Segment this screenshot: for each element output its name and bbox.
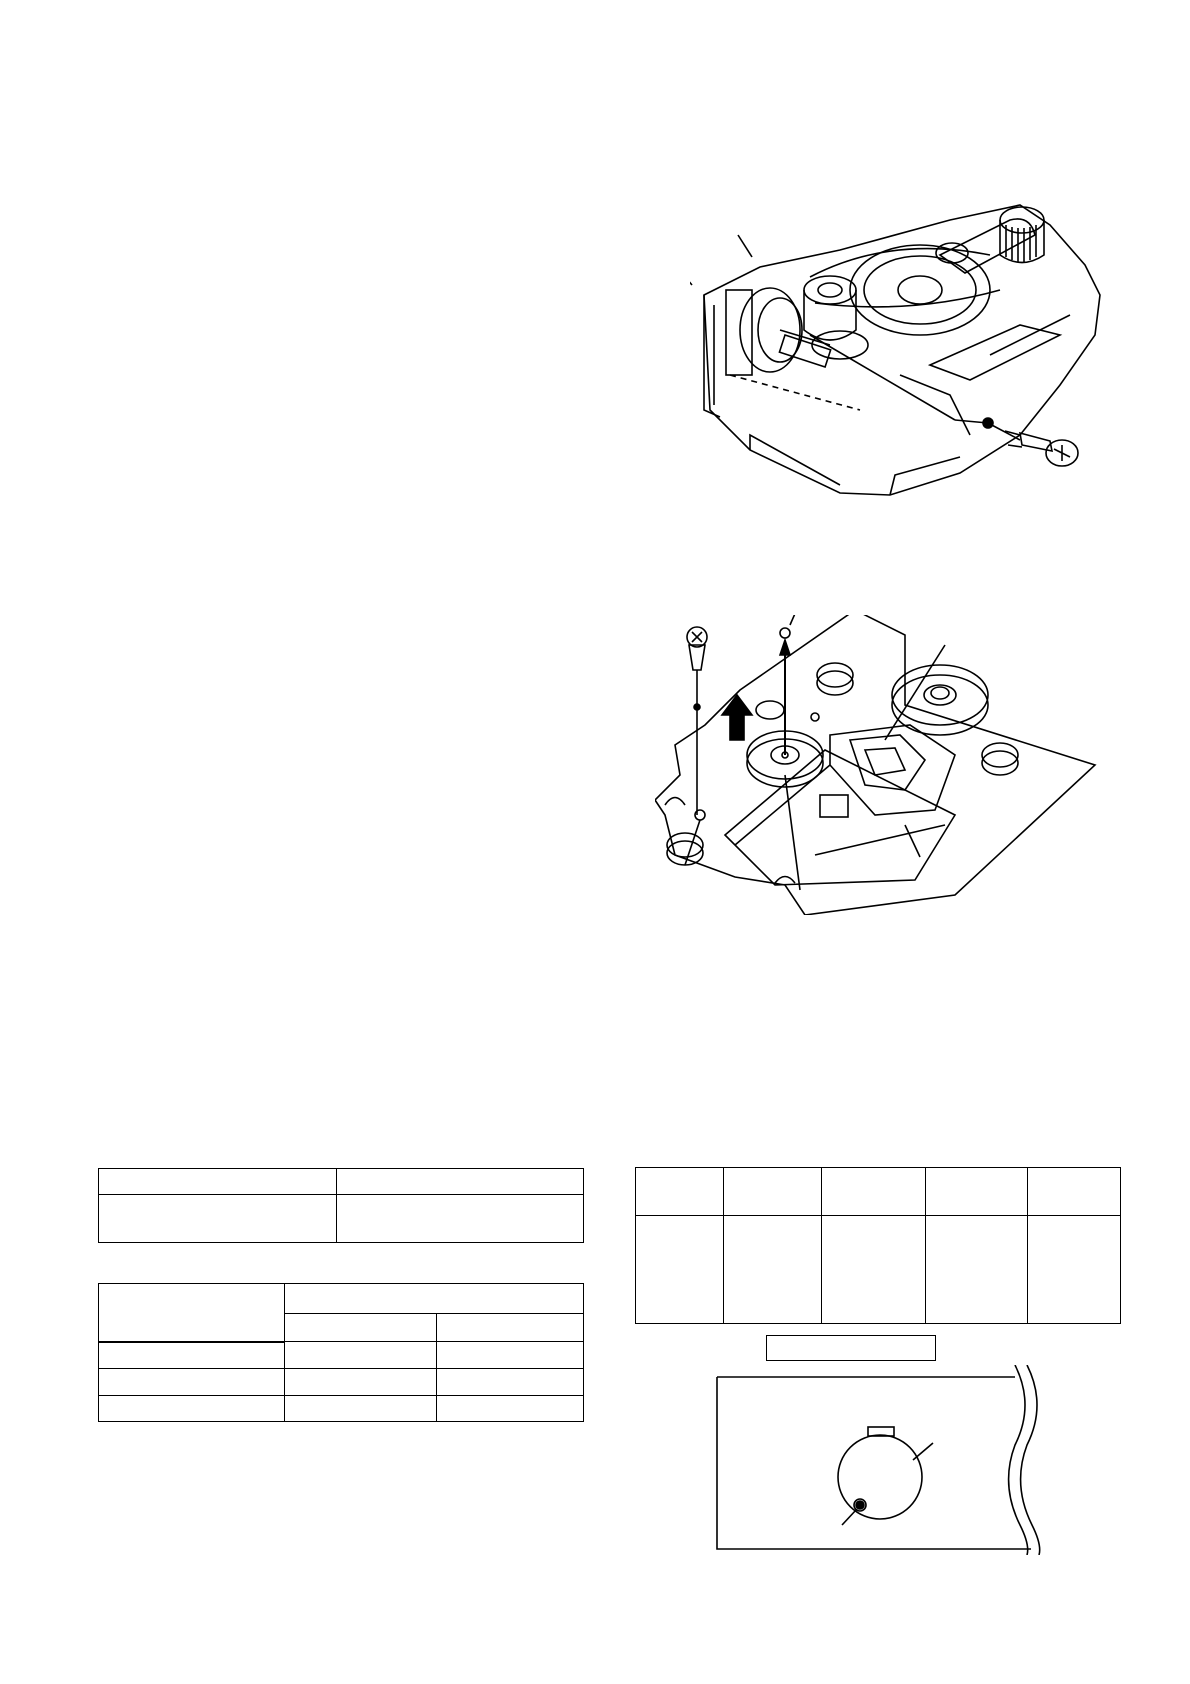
table-c-header-cell bbox=[1028, 1168, 1121, 1216]
table-b-header-cell bbox=[285, 1284, 584, 1314]
table-c-cell bbox=[636, 1216, 724, 1324]
table-c-header-cell bbox=[822, 1168, 926, 1216]
table-b-header-cell bbox=[99, 1284, 285, 1342]
adjustment-detail-icon bbox=[715, 1365, 1045, 1555]
table-c-cell bbox=[822, 1216, 926, 1324]
spec-table-b bbox=[98, 1283, 584, 1422]
table-b-cell bbox=[437, 1342, 584, 1369]
drive-mechanism-figure bbox=[690, 195, 1130, 525]
table-c-cell bbox=[1028, 1216, 1121, 1324]
cd-drive-mechanism-icon bbox=[690, 195, 1130, 525]
table-a-header-cell bbox=[99, 1169, 337, 1195]
table-b-cell bbox=[437, 1396, 584, 1422]
spec-table-a bbox=[98, 1168, 584, 1243]
table-a-cell bbox=[337, 1195, 584, 1243]
table-a-cell bbox=[99, 1195, 337, 1243]
table-c-cell bbox=[724, 1216, 822, 1324]
optical-pickup-unit-icon bbox=[655, 615, 1120, 915]
table-b-subheader-cell bbox=[285, 1314, 437, 1342]
adjustment-detail-figure bbox=[715, 1365, 1045, 1555]
table-b-cell bbox=[99, 1369, 285, 1396]
table-b-cell bbox=[99, 1396, 285, 1422]
pickup-unit-figure bbox=[655, 615, 1120, 915]
figure-caption-box bbox=[766, 1335, 936, 1361]
table-b-cell bbox=[285, 1396, 437, 1422]
table-c-header-cell bbox=[636, 1168, 724, 1216]
table-b-cell bbox=[99, 1342, 285, 1369]
table-a-header-cell bbox=[337, 1169, 584, 1195]
spec-table-c bbox=[635, 1167, 1121, 1324]
table-b-subheader-cell bbox=[437, 1314, 584, 1342]
table-c-header-cell bbox=[724, 1168, 822, 1216]
table-c-header-cell bbox=[926, 1168, 1028, 1216]
table-b-cell bbox=[285, 1369, 437, 1396]
table-c-cell bbox=[926, 1216, 1028, 1324]
table-b-cell bbox=[437, 1369, 584, 1396]
table-b-cell bbox=[285, 1342, 437, 1369]
